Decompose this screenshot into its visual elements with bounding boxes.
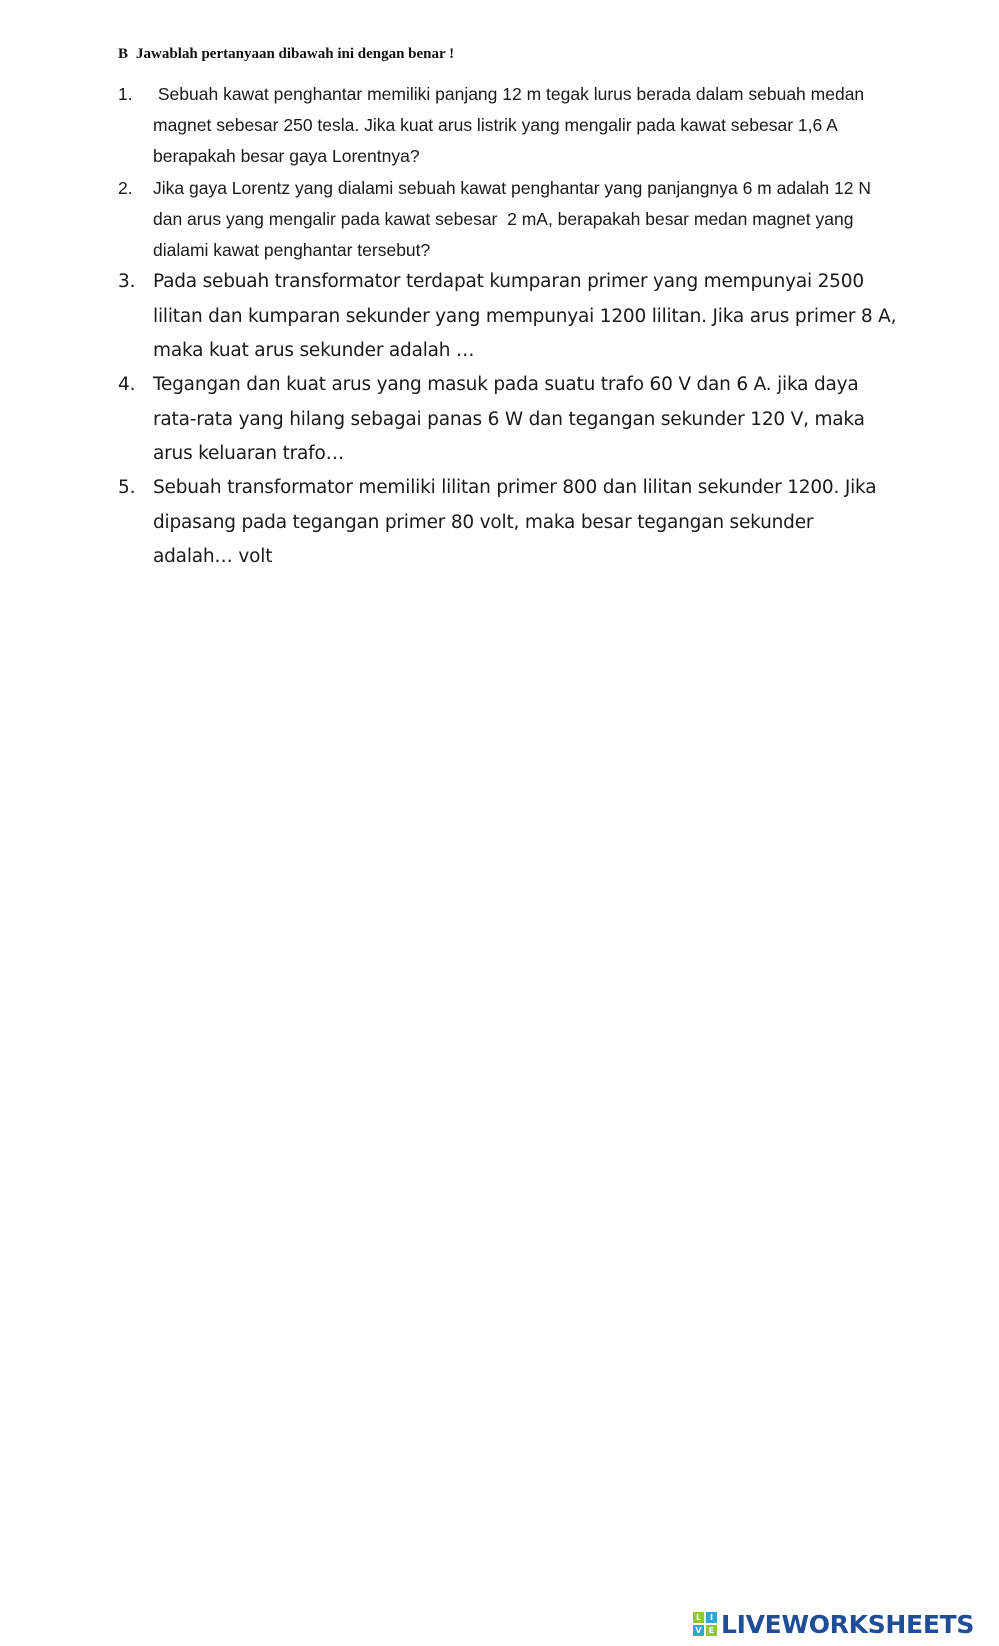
question-number: 5.	[118, 477, 136, 498]
section-letter: B	[118, 46, 129, 62]
logo-wordmark: LIVEWORKSHEETS	[721, 1609, 975, 1639]
question-item	[118, 265, 898, 369]
question-text: Tegangan dan kuat arus yang masuk pada suatu trafo 60 V dan 6 A. jika daya rata-rata yang hilang sebagai panas 6 W dan tegangan sekunder 120 V, maka arus keluaran trafo…	[153, 374, 865, 464]
question-number: 3.	[118, 271, 136, 292]
question-text: Sebuah transformator memiliki lilitan primer 800 dan lilitan sekunder 1200. Jika dipasang pada tegangan primer 80 volt, maka besar tegangan sekunder adalah… volt	[153, 477, 877, 567]
logo-mark-letter: V	[693, 1625, 704, 1636]
section-instruction: Jawablah pertanyaan dibawah ini dengan benar !	[136, 46, 455, 62]
question-item	[118, 368, 898, 472]
logo-mark-letter: E	[706, 1625, 717, 1636]
question-number: 4.	[118, 374, 136, 395]
logo-mark-letter: I	[706, 1612, 717, 1623]
question-item	[118, 173, 898, 266]
question-text: Pada sebuah transformator terdapat kumparan primer yang mempunyai 2500 lilitan dan kumparan sekunder yang mempunyai 1200 lilitan. Jika arus primer 8 A, maka kuat arus sekunder adalah …	[153, 271, 897, 361]
logo-mark-icon	[693, 1612, 717, 1636]
question-number: 2.	[118, 178, 133, 198]
question-item	[118, 79, 898, 172]
logo-mark-letter: L	[693, 1612, 704, 1623]
question-item	[118, 471, 898, 575]
liveworksheets-logo[interactable]	[693, 1610, 974, 1638]
question-text: Jika gaya Lorentz yang dialami sebuah kawat penghantar yang panjangnya 6 m adalah 12 N dan arus yang mengalir pada kawat sebesar 2 mA, berapakah besar medan magnet yang dialami kawat penghantar tersebut?	[153, 178, 876, 260]
question-number: 1.	[118, 84, 133, 104]
section-heading	[118, 46, 454, 63]
question-text: Sebuah kawat penghantar memiliki panjang 12 m tegak lurus berada dalam sebuah medan magnet sebesar 250 tesla. Jika kuat arus listrik yang mengalir pada kawat sebesar 1,6 A berapakah besar gaya Lorentnya?	[153, 84, 870, 166]
